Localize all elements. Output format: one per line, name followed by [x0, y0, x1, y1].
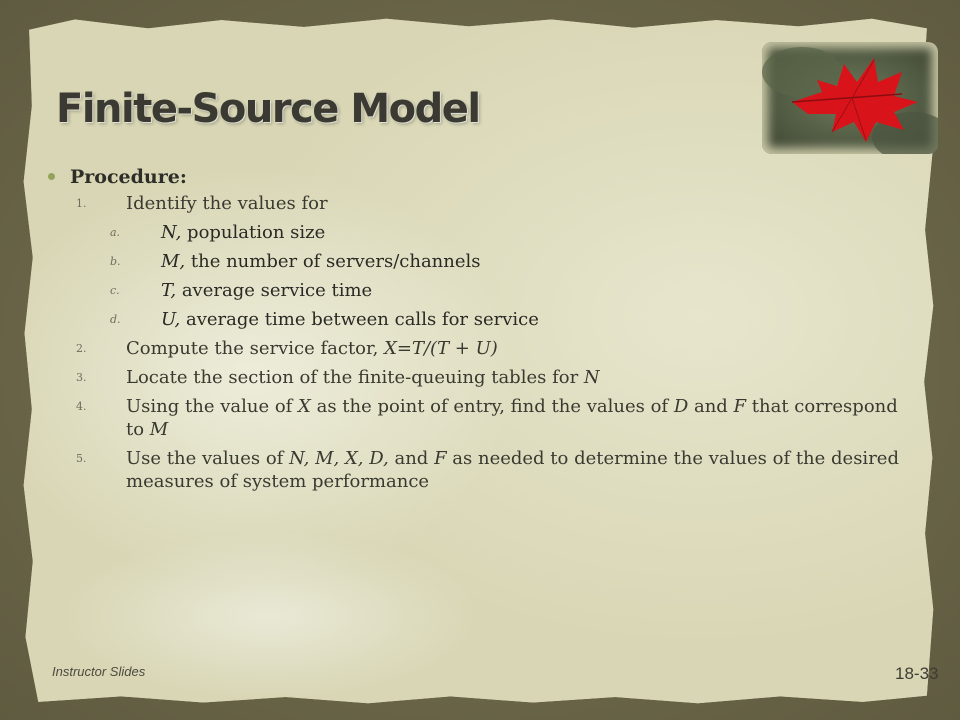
list-number: d.	[110, 313, 121, 326]
text-run: M	[149, 419, 169, 440]
list-text	[126, 366, 600, 389]
text-run: T,	[161, 280, 177, 301]
list-number: a.	[110, 226, 121, 239]
list-text	[126, 447, 908, 493]
list-text	[126, 337, 498, 360]
list-text	[161, 250, 481, 273]
list-text	[126, 192, 328, 215]
list-item-subitem	[48, 308, 908, 331]
slide-number: 18-33	[895, 664, 939, 683]
text-run: that correspond to	[126, 396, 898, 440]
slide-body	[48, 166, 908, 499]
slide-title: Finite-Source Model	[56, 86, 480, 132]
list-item-step	[48, 447, 908, 493]
text-run: Identify the values for	[126, 193, 328, 214]
text-run: Compute the service factor,	[126, 338, 385, 359]
list-text	[161, 308, 539, 331]
procedure-steps	[48, 192, 908, 215]
list-text	[126, 395, 908, 441]
text-run: average service time	[176, 280, 373, 301]
text-run: population size	[181, 222, 326, 243]
text-run: D	[673, 396, 689, 417]
text-run: Use the values of	[126, 448, 290, 469]
value-subitems	[48, 221, 908, 331]
list-item-step	[48, 337, 908, 360]
text-run: F	[434, 448, 447, 469]
text-run: N,	[161, 222, 182, 243]
list-item-subitem	[48, 279, 908, 302]
list-item-step	[48, 366, 908, 389]
list-number: 2.	[76, 342, 87, 355]
bullet-procedure	[48, 166, 908, 188]
text-run: and	[688, 396, 734, 417]
list-number: b.	[110, 255, 121, 268]
text-run: X=T/(T + U)	[384, 338, 498, 359]
list-item-step	[48, 395, 908, 441]
list-number: 1.	[76, 197, 87, 210]
list-number: 4.	[76, 400, 87, 413]
text-run: U,	[161, 309, 181, 330]
text-run: and	[388, 448, 435, 469]
text-run: Using the value of	[126, 396, 299, 417]
text-run: M,	[161, 251, 186, 272]
list-item-step	[48, 192, 908, 215]
procedure-steps-continued	[48, 337, 908, 493]
list-item-subitem	[48, 221, 908, 244]
list-text	[161, 279, 372, 302]
text-run: as the point of entry, find the values of	[310, 396, 674, 417]
text-run: N, M, X, D,	[289, 448, 389, 469]
text-run: as needed to determine the values of the desired measures of system performance	[126, 448, 899, 492]
list-number: 3.	[76, 371, 87, 384]
list-text	[161, 221, 325, 244]
list-item-subitem	[48, 250, 908, 273]
text-run: Locate the section of the finite-queuing tables for	[126, 367, 584, 388]
maple-leaf-image	[762, 42, 938, 154]
text-run: N	[583, 367, 600, 388]
bullet-label: Procedure:	[70, 166, 187, 188]
list-number: c.	[110, 284, 120, 297]
text-run: the number of servers/channels	[185, 251, 481, 272]
text-run: average time between calls for service	[180, 309, 539, 330]
footer-source: Instructor Slides	[52, 664, 146, 679]
text-run: X	[298, 396, 311, 417]
bullet-dot-icon	[48, 173, 55, 180]
text-run: F	[733, 396, 747, 417]
list-number: 5.	[76, 452, 87, 465]
